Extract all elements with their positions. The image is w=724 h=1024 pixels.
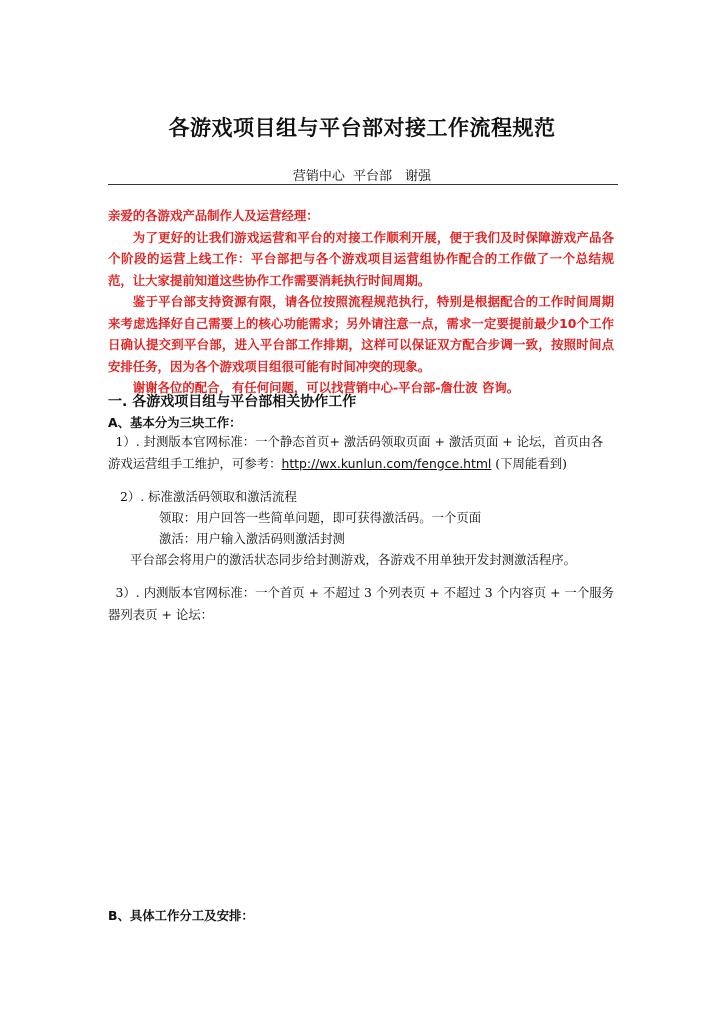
reference-link[interactable]: http://wx.kunlun.com/fengce.html bbox=[281, 455, 492, 471]
memo-greeting: 亲爱的各游戏产品制作人及运营经理： bbox=[108, 208, 319, 223]
item-2-line: 激活：用户输入激活码则激活封测 bbox=[159, 531, 345, 546]
document-author: 营销中心 平台部 谢强 bbox=[292, 169, 432, 184]
subsection-b-heading: B、具体工作分工及安排： bbox=[108, 908, 254, 923]
header-divider bbox=[108, 184, 618, 185]
subsection-a-heading: A、基本分为三块工作： bbox=[108, 415, 242, 430]
document-title: 各游戏项目组与平台部对接工作流程规范 bbox=[168, 116, 556, 140]
item-3-paragraph: 3）. 内测版本官网标准：一个首页 + 不超过 3 个列表页 + 不超过 3 个内容页 + 一个服务器列表页 + 论坛： bbox=[108, 585, 614, 622]
memo-paragraph: 鉴于平台部支持资源有限，请各位按照流程规范执行，特别是根据配合的工作时间周期来考虑选择好自己需要上的核心功能需求；另外请注意一点，需求一定要提前最少10个工作日确认提交到平台部，进入平台部工作排期，这样可以保证双方配合步调一致，按照时间点安排任务，因为各个游戏项目组很可能有时间冲突的现象。 bbox=[108, 294, 614, 374]
item-1-text: 1）. 封测版本官网标准：一个静态首页+ 激活码领取页面 + 激活页面 + 论坛，首页由各游戏运营组手工维护，可参考： bbox=[108, 434, 604, 471]
item-1-paragraph bbox=[108, 431, 614, 474]
memo-paragraph: 谢谢各位的配合，有任何问题，可以找营销中心-平台部-詹仕波 咨询。 bbox=[132, 380, 520, 395]
memo-paragraph: 为了更好的让我们游戏运营和平台的对接工作顺利开展，便于我们及时保障游戏产品各个阶段的运营上线工作：平台部把与各个游戏项目运营组协作配合的工作做了一个总结规范，让大家提前知道这些协作工作需要消耗执行时间周期。 bbox=[108, 229, 614, 288]
item-2-title: 2）. 标准激活码领取和激活流程 bbox=[120, 489, 297, 504]
item-1-suffix: (下周能看到) bbox=[491, 455, 567, 471]
section-heading: 一. 各游戏项目组与平台部相关协作工作 bbox=[108, 394, 357, 410]
item-2-line: 平台部会将用户的激活状态同步给封测游戏，各游戏不用单独开发封测激活程序。 bbox=[130, 552, 577, 567]
memo-block bbox=[108, 205, 614, 399]
item-2-line: 领取：用户回答一些简单问题，即可获得激活码。一个页面 bbox=[159, 510, 482, 525]
